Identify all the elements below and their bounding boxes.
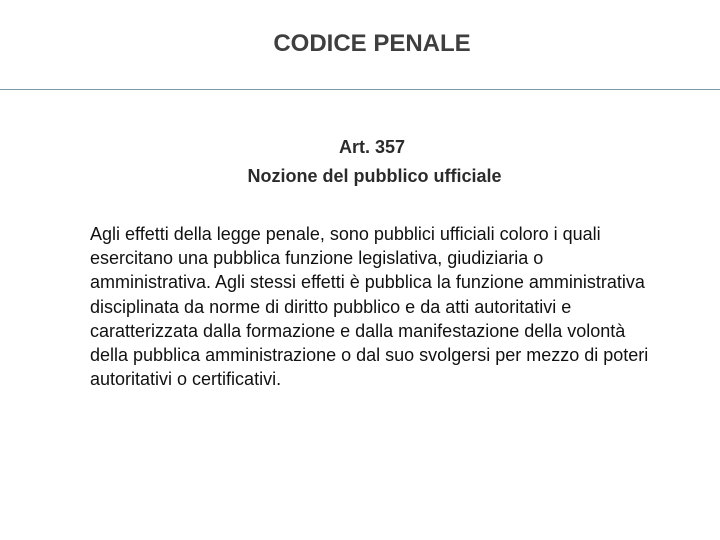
page-title: CODICE PENALE [273,30,471,57]
article-heading: Nozione del pubblico ufficiale [247,166,502,186]
header-divider [0,89,720,90]
article-body: Agli effetti della legge penale, sono pubblici ufficiali coloro i quali esercitano una pubblica funzione legislativa, giudiziaria o amministrativa. Agli stessi effetti è pubblica la funzione amministrativa disciplinata da norme di diritto pubblico e da atti autoritativi e caratterizzata dalla formazione e dalla manifestazione della volontà della pubblica amministrazione o dal suo svolgersi per mezzo di poteri autoritativi o certificativi. [90,224,649,390]
article-number: Art. 357 [338,137,406,157]
